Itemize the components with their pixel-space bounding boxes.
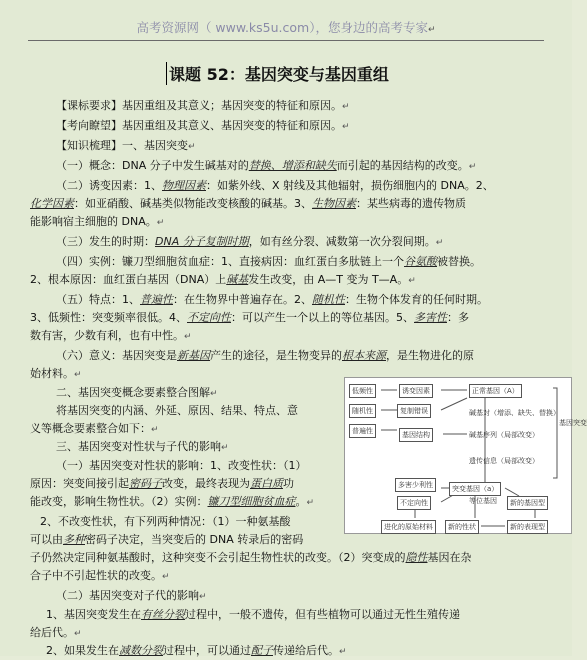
text-segment: 【考向瞭望】基因重组及其意义、基因突变的特征和原因。 (56, 119, 342, 132)
text-segment: 基因在杂 (427, 551, 472, 564)
text-line (30, 532, 303, 547)
text-segment: ：如亚硝酸、碱基类似物能改变核酸的碱基。3、 (74, 197, 312, 210)
fill-in-answer: DNA 分子复制时期 (155, 235, 249, 248)
paragraph-mark: ↵ (306, 498, 315, 508)
diagram-label: 基因突变 (559, 419, 587, 427)
diagram-node: 突变基因（a） (449, 482, 501, 496)
diagram-node: 正常基因（A） (469, 384, 522, 398)
text-segment: ：如紫外线、X 射线及其他辐射，损伤细胞内的 DNA。2、 (206, 179, 494, 192)
text-segment: 二、基因突变概念要素整合图解 (56, 386, 210, 399)
fill-in-answer: 有丝分裂 (141, 608, 185, 621)
site-header (0, 18, 572, 36)
fill-in-answer: 新基因 (177, 349, 210, 362)
fill-in-answer: 根本来源 (342, 349, 386, 362)
text-segment: 发生改变，由 A—T 变为 T—A。 (248, 273, 409, 286)
text-segment: 被替换。 (437, 255, 481, 268)
text-segment: ：多 (447, 311, 469, 324)
diagram-node: 新的基因型 (507, 496, 548, 510)
text-segment: （三）发生的时期： (56, 235, 155, 248)
fill-in-answer: 镰刀型细胞贫血症 (207, 495, 296, 508)
text-line (30, 625, 82, 642)
fill-in-answer: 配子 (251, 644, 273, 657)
diagram-node: 基因结构 (399, 428, 433, 442)
text-segment: ：生物个体发育的任何时期。 (345, 293, 488, 306)
text-segment: 子仍然决定同种氨基酸时，这种突变不会引起生物性状的改变。（2）突变成的 (30, 551, 406, 564)
text-line (56, 292, 488, 307)
text-line (46, 643, 347, 660)
paragraph-mark: ↵ (188, 142, 196, 152)
text-segment: 始材料。 (30, 367, 74, 380)
text-segment: 能影响宿主细胞的 DNA。 (30, 215, 157, 228)
text-segment: ：可以产生一个以上的等位基因。5、 (231, 311, 414, 324)
text-line (56, 385, 218, 402)
text-segment: 2、不改变性状，有下列两种情况：（1）一种氨基酸 (40, 515, 291, 528)
diagram-label: 碱基对（增添、缺失、替换） (469, 409, 560, 417)
text-line (30, 310, 469, 325)
fill-in-answer: 减数分裂 (119, 644, 163, 657)
text-line (30, 196, 466, 211)
text-segment: 【课标要求】基因重组及其意义；基因突变的特征和原因。 (56, 99, 342, 112)
text-segment: 2、根本原因：血红蛋白基因（DNA）上 (30, 273, 227, 286)
text-segment: ，是生物进化的原 (386, 349, 474, 362)
text-segment: （五）特点：1、 (56, 293, 140, 306)
paragraph-mark: ↵ (221, 443, 229, 453)
text-segment: 数有害，少数有利，也有中性。 (30, 329, 184, 342)
paragraph-mark: ↵ (199, 592, 207, 602)
text-line (56, 439, 229, 456)
text-segment: 【知识梳理】一、基因突变 (56, 139, 188, 152)
text-line (30, 366, 82, 383)
text-segment: 改变，最终表现为 (162, 477, 250, 490)
text-segment: （一）基因突变对性状的影响：1、改变性状：（1） (56, 459, 307, 472)
text-line (30, 328, 192, 345)
text-segment: 功 (283, 477, 294, 490)
fill-in-answer: 隐性 (405, 551, 428, 564)
paragraph-mark: ↵ (427, 25, 436, 35)
fill-in-answer: 物理因素 (162, 179, 206, 192)
paragraph-mark: ↵ (435, 238, 444, 248)
fill-in-answer: 普遍性 (140, 293, 173, 306)
diagram-node: 新的性状 (445, 520, 479, 534)
diagram-label: 碱基序列（局部改变） (469, 431, 539, 439)
text-segment: 过程中，可以通过 (163, 644, 251, 657)
text-segment: 能改变，影响生物性状。（2）实例： (30, 495, 208, 508)
site-header-text: 高考资源网（ www.ks5u.com），您身边的高考专家 (136, 20, 428, 35)
fill-in-answer: 谷氨酸 (404, 255, 437, 268)
text-segment: （二）诱变因素：1、 (56, 179, 162, 192)
header-divider (28, 40, 544, 41)
text-segment: 。 (295, 495, 307, 508)
text-line (30, 550, 472, 565)
paragraph-mark: ↵ (151, 425, 159, 435)
text-segment: 原因：突变间接引起 (30, 477, 129, 490)
text-segment: 产生的途径，是生物变异的 (210, 349, 342, 362)
paragraph-mark: ↵ (342, 102, 350, 112)
text-segment: （一）概念：DNA 分子中发生碱基对的 (56, 159, 249, 172)
text-segment: 传递给后代。 (273, 644, 339, 657)
paragraph-mark: ↵ (342, 122, 350, 132)
diagram-label: 等位基因 (469, 497, 497, 505)
fill-in-answer: 多害性 (414, 311, 447, 324)
text-segment: 而引起的基因结构的改变。 (336, 159, 469, 172)
text-line (56, 403, 298, 418)
paragraph-mark: ↵ (184, 332, 192, 342)
diagram-node: 不定向性 (397, 496, 431, 510)
text-line (56, 348, 474, 363)
diagram-label: 遗传信息（局部改变） (469, 457, 539, 465)
text-line (30, 476, 294, 491)
fill-in-answer: 替换、增添和缺失 (248, 159, 337, 172)
concept-diagram (344, 377, 587, 534)
text-segment: 2、如果发生在 (46, 644, 119, 657)
diagram-node: 新的表现型 (507, 520, 548, 534)
text-segment: 密码子决定，当突变后的 DNA 转录后的密码 (85, 533, 304, 546)
paragraph-mark: ↵ (74, 370, 82, 380)
paragraph-mark: ↵ (468, 162, 477, 172)
diagram-node: 随机性 (349, 404, 376, 418)
text-line (30, 568, 170, 585)
text-line (56, 118, 350, 135)
text-line (46, 607, 460, 622)
text-segment: 过程中，一般不遗传，但有些植物可以通过无性生殖传递 (185, 608, 460, 621)
text-line (56, 458, 307, 473)
text-line (56, 138, 196, 155)
fill-in-answer: 生物因素 (312, 197, 356, 210)
paragraph-mark: ↵ (408, 276, 416, 286)
text-segment: ，如有丝分裂、减数第一次分裂间期。 (248, 235, 436, 248)
text-line (56, 254, 481, 269)
text-segment: （二）基因突变对子代的影响 (56, 589, 199, 602)
fill-in-answer: 密码子 (129, 477, 162, 490)
text-segment: 合子中不引起性状的改变。 (30, 569, 162, 582)
text-segment: ：某些病毒的遗传物质 (356, 197, 466, 210)
diagram-node: 诱变因素 (399, 384, 433, 398)
text-line (30, 214, 164, 231)
diagram-node: 多害少利性 (395, 478, 436, 492)
paragraph-mark: ↵ (162, 572, 170, 582)
text-segment: 1、基因突变发生在 (46, 608, 141, 621)
text-segment: 可以由 (30, 533, 63, 546)
text-segment: 3、低频性：突变频率很低。4、 (30, 311, 187, 324)
text-line (56, 158, 476, 175)
text-segment: 义等概念要素整合如下： (30, 422, 151, 435)
text-segment: （六）意义：基因突变是 (56, 349, 177, 362)
text-line (56, 588, 207, 605)
paragraph-mark: ↵ (156, 218, 165, 228)
fill-in-answer: 多种 (63, 533, 85, 546)
text-line (30, 494, 314, 511)
text-line (56, 234, 443, 251)
text-segment: 三、基因突变对性状与子代的影响 (56, 440, 221, 453)
diagram-node: 复制错误 (397, 404, 431, 418)
text-line (30, 421, 159, 438)
fill-in-answer: 碱基 (226, 273, 249, 286)
diagram-node: 进化的原始材料 (381, 520, 436, 534)
fill-in-answer: 化学因素 (30, 197, 74, 210)
diagram-node: 低频性 (349, 384, 376, 398)
fill-in-answer: 随机性 (312, 293, 345, 306)
text-line (56, 178, 494, 193)
text-line (40, 514, 291, 529)
text-line (56, 98, 350, 115)
text-segment: （四）实例：镰刀型细胞贫血症：1、直接病因：血红蛋白多肽链上一个 (56, 255, 404, 268)
fill-in-answer: 蛋白质 (250, 477, 283, 490)
page-title: 课题 52：基因突变与基因重组 (166, 62, 389, 85)
fill-in-answer: 不定向性 (187, 311, 231, 324)
text-segment: 将基因突变的内涵、外延、原因、结果、特点、意 (56, 404, 298, 417)
text-line (30, 272, 416, 289)
paragraph-mark: ↵ (210, 389, 218, 399)
text-segment: ：在生物界中普遍存在。2、 (173, 293, 312, 306)
paragraph-mark: ↵ (339, 647, 347, 657)
paragraph-mark: ↵ (74, 629, 82, 639)
diagram-node: 普遍性 (349, 424, 376, 438)
text-segment: 给后代。 (30, 626, 74, 639)
